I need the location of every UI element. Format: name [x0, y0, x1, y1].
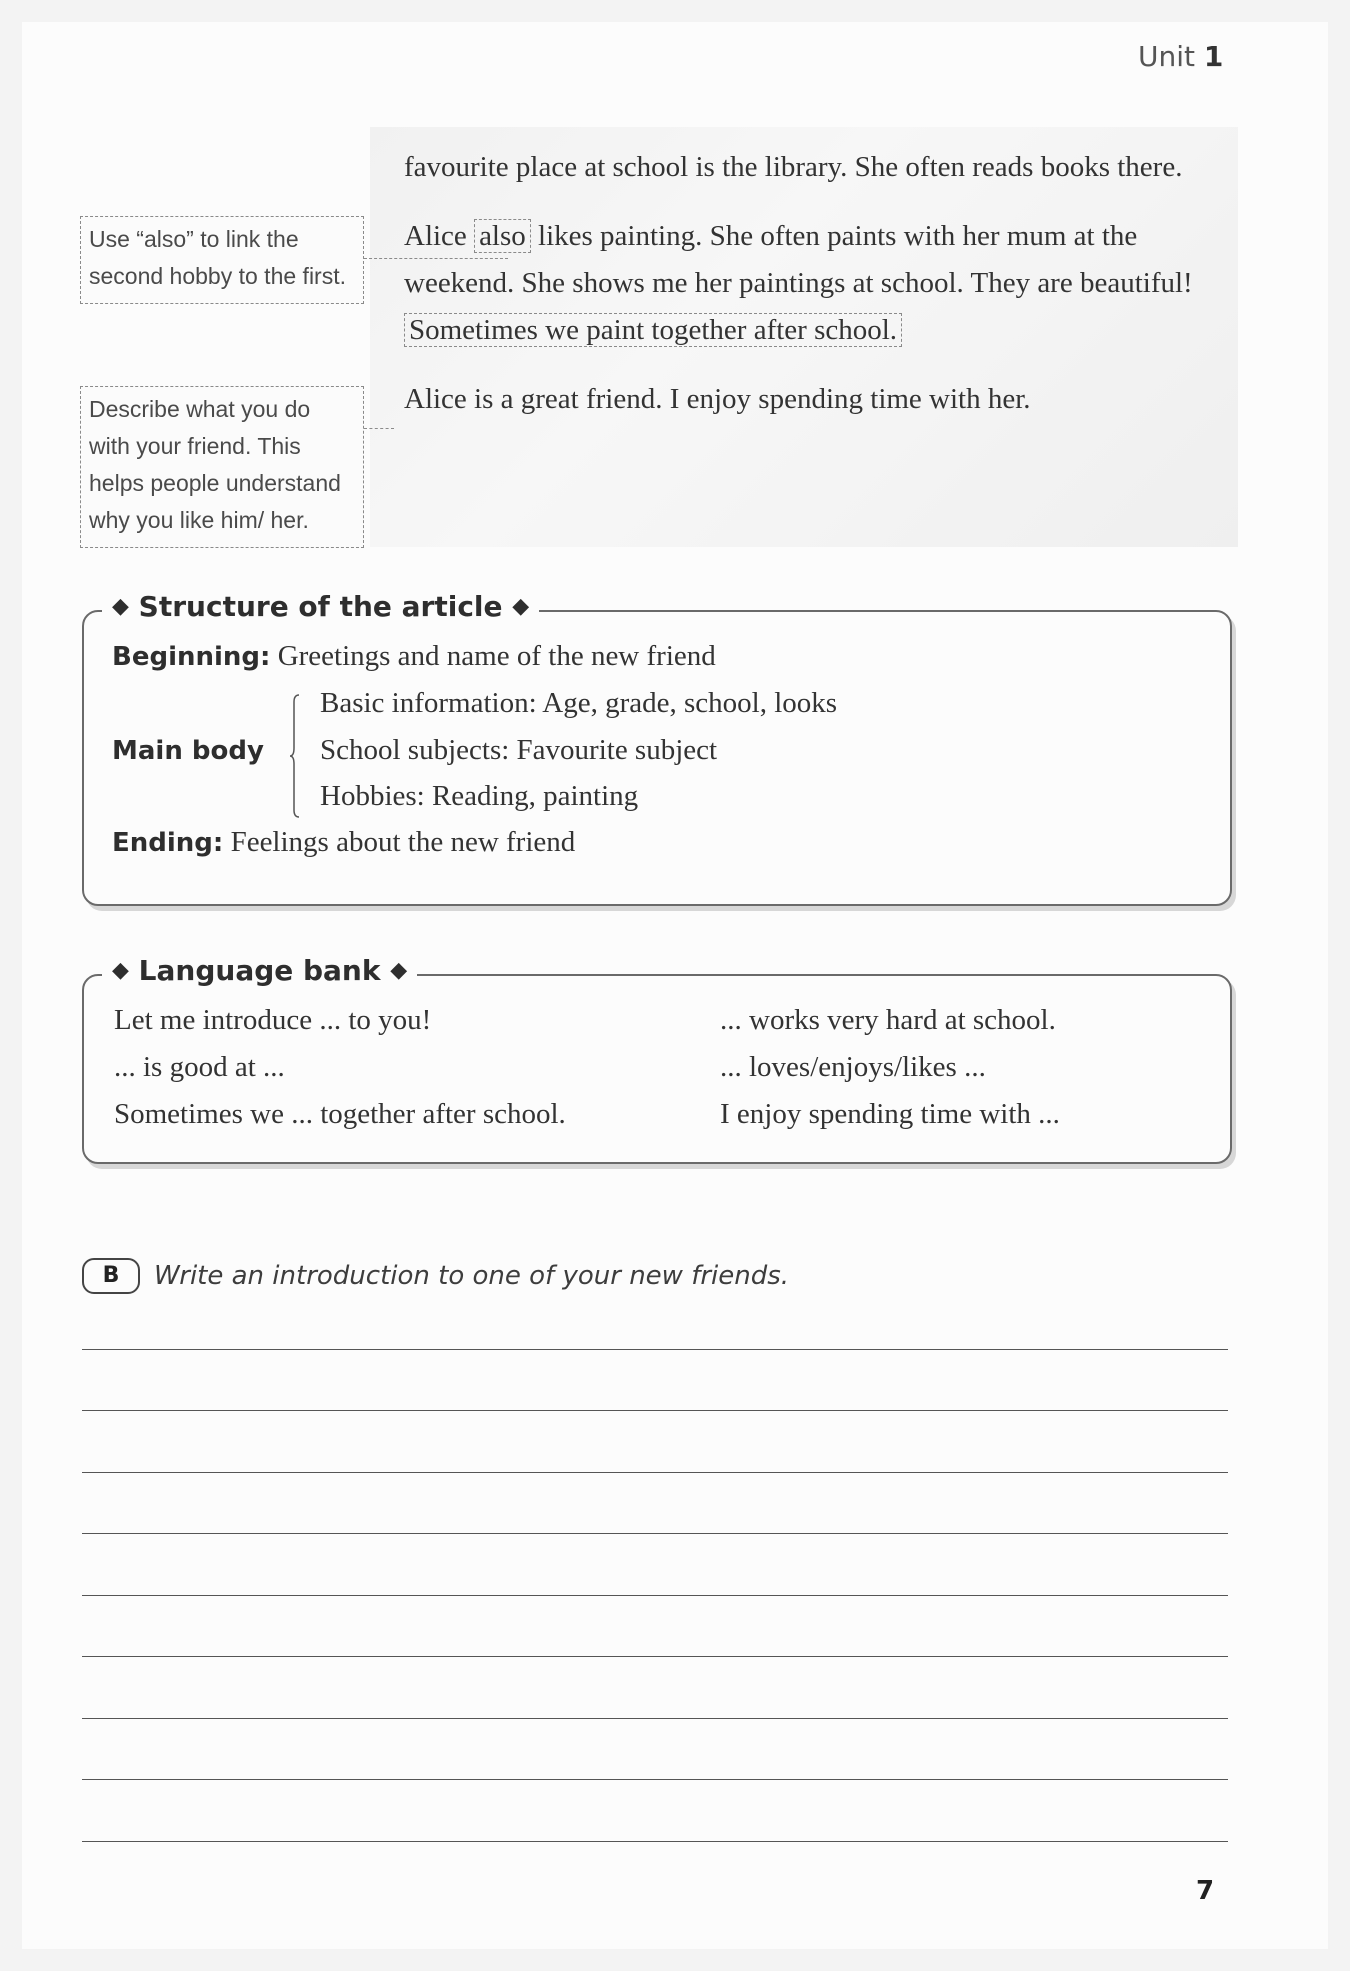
writing-line[interactable]: [82, 1349, 1228, 1350]
unit-number: 1: [1203, 40, 1224, 73]
diamond-icon: ◆: [112, 594, 129, 619]
writing-line[interactable]: [82, 1779, 1228, 1780]
structure-ending: Ending: Feelings about the new friend: [112, 826, 576, 858]
language-bank-box: [82, 954, 1232, 1164]
language-phrase: ... works very hard at school.: [720, 1004, 1056, 1036]
article-paragraph-3: Alice is a great friend. I enjoy spending time with her.: [404, 383, 1031, 415]
unit-word: Unit: [1138, 40, 1195, 73]
task-instruction: Write an introduction to one of your new friends.: [154, 1261, 790, 1291]
writing-line[interactable]: [82, 1410, 1228, 1411]
diamond-icon: ◆: [112, 958, 129, 983]
article-paragraph-1: favourite place at school is the library. She often reads books there.: [404, 151, 1183, 183]
structure-title: ◆ Structure of the article ◆: [102, 590, 539, 623]
task-b: [82, 1258, 789, 1294]
unit-header: [1138, 40, 1223, 73]
writing-line[interactable]: [82, 1472, 1228, 1473]
structure-main-item: School subjects: Favourite subject: [320, 734, 718, 766]
language-phrase: I enjoy spending time with ...: [720, 1098, 1060, 1130]
diamond-icon: ◆: [512, 594, 530, 619]
language-bank-title: ◆ Language bank ◆: [102, 954, 417, 987]
structure-main-item: Basic information: Age, grade, school, looks: [320, 687, 838, 719]
tip-connector-2: [364, 428, 394, 429]
writing-line[interactable]: [82, 1718, 1228, 1719]
tip-connector-1: [364, 258, 508, 259]
structure-main-label: Main body: [112, 736, 264, 766]
diamond-icon: ◆: [390, 958, 408, 983]
language-phrase: Let me introduce ... to you!: [114, 1004, 432, 1036]
highlight-also: also: [474, 219, 531, 253]
page-number: 7: [1196, 1876, 1215, 1906]
writing-line[interactable]: [82, 1841, 1228, 1842]
writing-line[interactable]: [82, 1533, 1228, 1534]
structure-beginning: Beginning: Greetings and name of the new friend: [112, 640, 716, 672]
highlight-sometimes: Sometimes we paint together after school.: [404, 313, 902, 347]
task-badge: B: [82, 1258, 140, 1294]
tip-box-also: Use “also” to link the second hobby to the first.: [80, 216, 364, 304]
language-phrase: ... is good at ...: [114, 1051, 285, 1083]
structure-main-item: Hobbies: Reading, painting: [320, 780, 639, 812]
article-text: [404, 144, 1204, 445]
tip-box-describe: Describe what you do with your friend. This helps people understand why you like him/ her.: [80, 386, 364, 548]
writing-line[interactable]: [82, 1656, 1228, 1657]
language-phrase: Sometimes we ... together after school.: [114, 1098, 566, 1130]
language-phrase: ... loves/enjoys/likes ...: [720, 1051, 986, 1083]
writing-line[interactable]: [82, 1595, 1228, 1596]
article-paragraph-2: Alice also likes painting. She often paints with her mum at the weekend. She shows me her paintings at school. They are beautiful! Sometimes we paint together after school.: [404, 220, 1193, 346]
structure-box: [82, 590, 1232, 906]
curly-brace-icon: [290, 694, 300, 818]
